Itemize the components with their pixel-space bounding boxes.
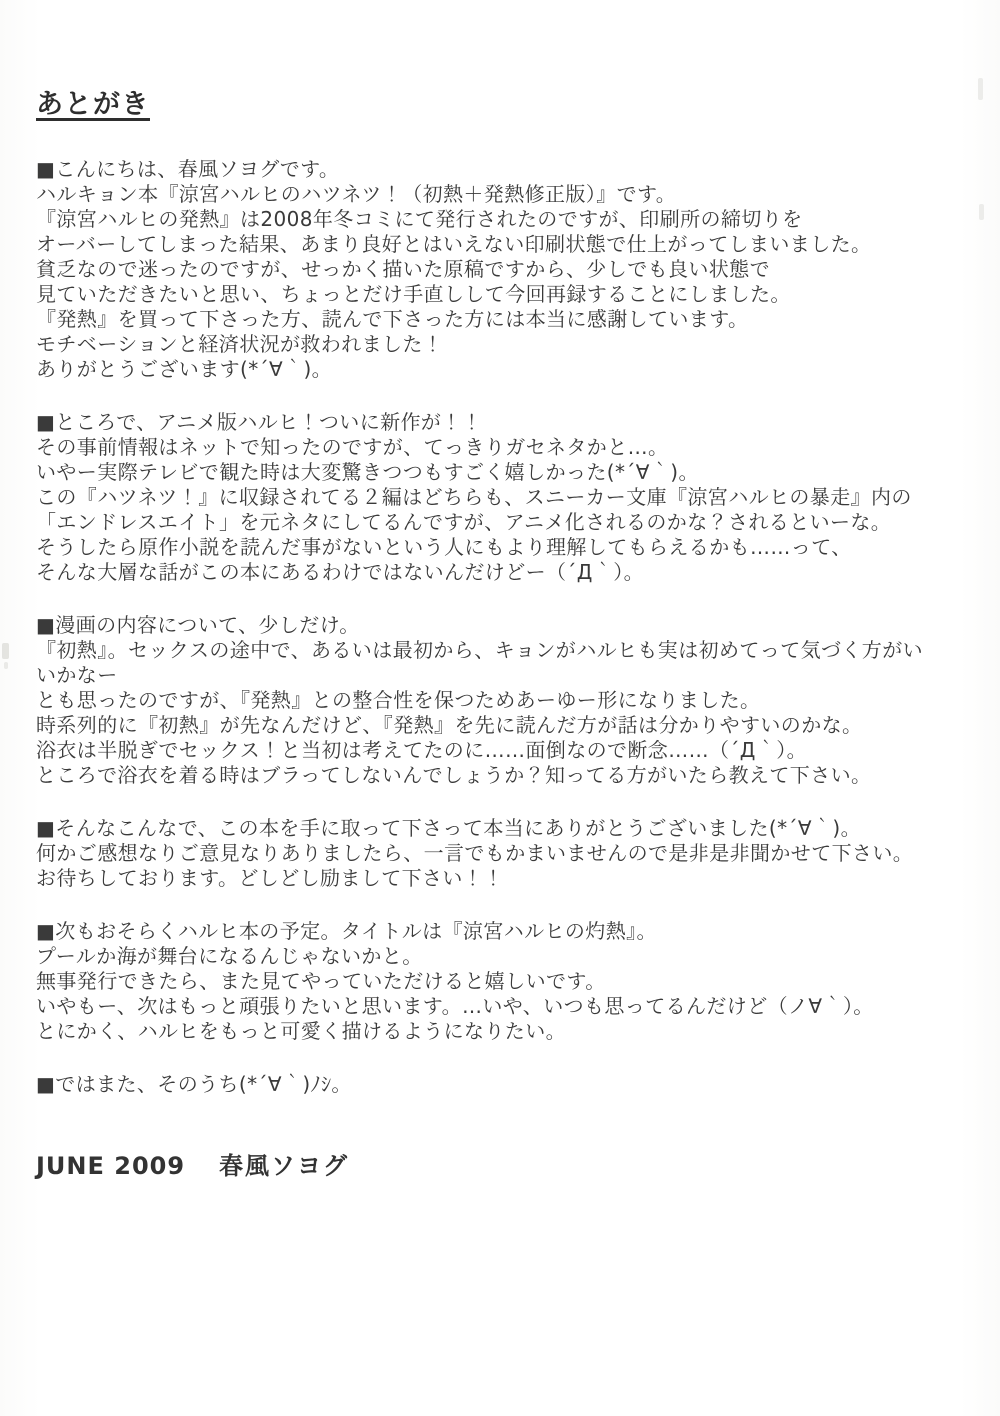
text-line: お待ちしております。どしどし励まして下さい！！	[36, 866, 504, 890]
text-line: 浴衣は半脱ぎでセックス！と当初は考えてたのに……面倒なので断念……（´Д｀）。	[36, 738, 808, 762]
text-line: モチベーションと経済状況が救われました！	[36, 332, 444, 356]
text-line: いやもー、次はもっと頑張りたいと思います。…いや、いつも思ってるんだけど（ノ∀｀）。	[36, 994, 874, 1018]
paragraph	[36, 613, 966, 788]
scan-smudge-artifact	[979, 204, 984, 220]
scan-smudge-artifact	[2, 643, 9, 659]
text-line: この『ハツネツ！』に収録されてる２編はどちらも、スニーカー文庫『涼宮ハルヒの暴走』内の	[36, 485, 912, 509]
scan-smudge-artifact	[978, 78, 983, 100]
text-line: 『涼宮ハルヒの発熱』は2008年冬コミにて発行されたのですが、印刷所の締切りを	[36, 207, 803, 231]
paragraph	[36, 919, 966, 1044]
page-title: あとがき	[36, 89, 150, 120]
afterword-body-text	[36, 157, 966, 1125]
text-line: 『初熱』。セックスの途中で、あるいは最初から、キョンがハルヒも実は初めてって気づく方がい	[36, 638, 923, 662]
text-line: 「エンドレスエイト」を元ネタにしてるんですが、アニメ化されるのかな？されるといーな。	[36, 510, 892, 534]
text-line: 何かご感想なりご意見なりありましたら、一言でもかまいませんので是非是非聞かせて下さい。	[36, 841, 914, 865]
text-line: オーバーしてしまった結果、あまり良好とはいえない印刷状態で仕上がってしまいました。	[36, 232, 872, 256]
text-line: ■ではまた、そのうち(*´∀｀)ﾉｼ。	[36, 1072, 352, 1096]
paragraph	[36, 816, 966, 891]
text-line: とも思ったのですが、『発熱』との整合性を保つためあーゆー形になりました。	[36, 688, 761, 712]
text-line: 貧乏なので迷ったのですが、せっかく描いた原稿ですから、少しでも良い状態で	[36, 257, 770, 281]
text-line: いやー実際テレビで観た時は大変驚きつつもすごく嬉しかった(*´∀｀)。	[36, 460, 699, 484]
text-line: 時系列的に『初熱』が先なんだけど、『発熱』を先に読んだ方が話は分かりやすいのかな。	[36, 713, 863, 737]
text-line: ■そんなこんなで、この本を手に取って下さって本当にありがとうございました(*´∀｀)。	[36, 816, 861, 840]
text-line: いかなー	[36, 663, 118, 687]
text-line: ところで浴衣を着る時はブラってしないんでしょうか？知ってる方がいたら教えて下さい。	[36, 763, 872, 787]
text-line: 見ていただきたいと思い、ちょっとだけ手直しして今回再録することにしました。	[36, 282, 791, 306]
paragraph	[36, 157, 966, 382]
text-line: 『発熱』を買って下さった方、読んで下さった方には本当に感謝しています。	[36, 307, 749, 331]
text-line: 無事発行できたら、また見てやっていただけると嬉しいです。	[36, 969, 606, 993]
scan-smudge-artifact	[4, 662, 8, 669]
text-line: ■ところで、アニメ版ハルヒ！ついに新作が！！	[36, 410, 483, 434]
text-line: プールか海が舞台になるんじゃないかと。	[36, 944, 423, 968]
text-line: ■次もおそらくハルヒ本の予定。タイトルは『涼宮ハルヒの灼熱』。	[36, 919, 657, 943]
text-line: その事前情報はネットで知ったのですが、てっきりガセネタかと…。	[36, 435, 669, 459]
text-line: とにかく、ハルヒをもっと可愛く描けるようになりたい。	[36, 1019, 566, 1043]
text-line: ■こんにちは、春風ソヨグです。	[36, 157, 340, 181]
author-name: 春風ソヨグ	[219, 1152, 350, 1180]
text-line: そんな大層な話がこの本にあるわけではないんだけどー（´Д｀）。	[36, 560, 645, 584]
text-line: ハルキョン本『涼宮ハルヒのハツネツ！（初熱＋発熱修正版）』です。	[36, 182, 677, 206]
text-line: ありがとうございます(*´∀｀)。	[36, 357, 333, 381]
text-line: ■漫画の内容について、少しだけ。	[36, 613, 360, 637]
signature-line	[36, 1146, 349, 1181]
paragraph	[36, 410, 966, 585]
text-line: そうしたら原作小説を読んだ事がないという人にもより理解してもらえるかも……って、	[36, 535, 852, 559]
publication-date: JUNE 2009	[36, 1152, 186, 1180]
paragraph	[36, 1072, 966, 1097]
